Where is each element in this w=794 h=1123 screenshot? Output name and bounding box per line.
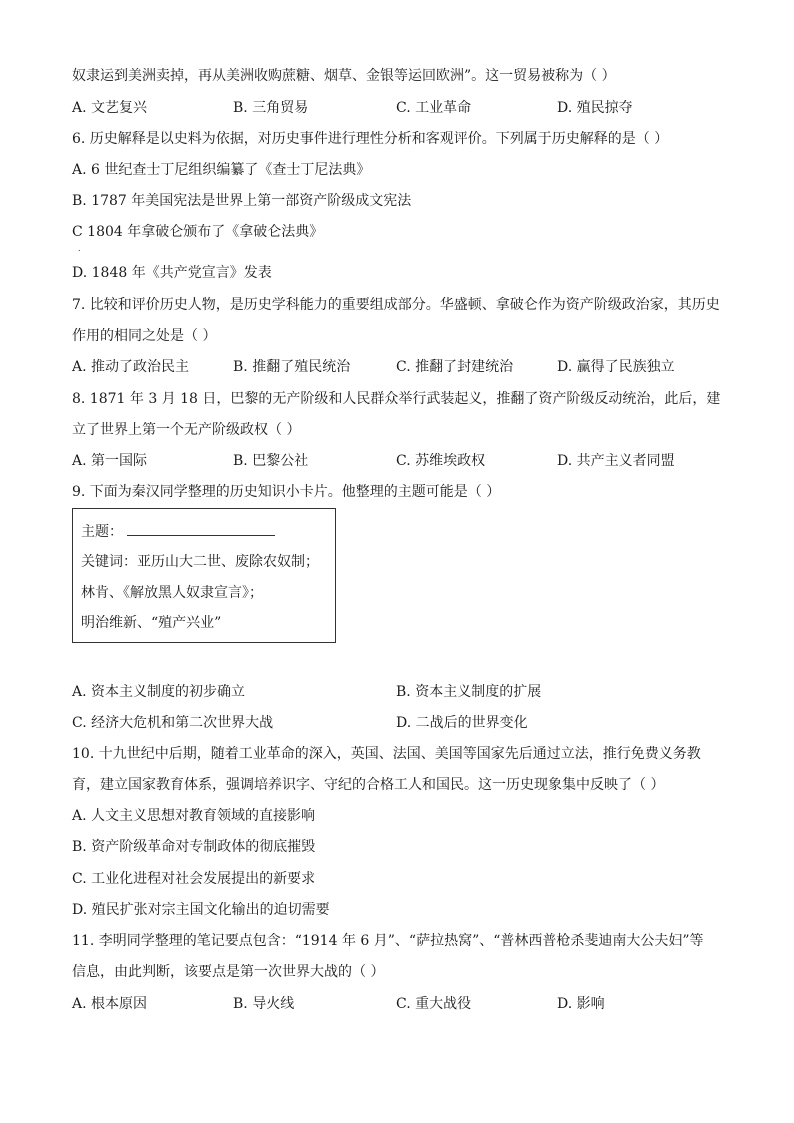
card-topic-blank bbox=[127, 521, 275, 536]
q9-option-d: D. 二战后的世界变化 bbox=[396, 715, 528, 731]
q7-stem-line2: 作用的相同之处是（ ） bbox=[72, 328, 217, 344]
q8-option-a: A. 第一国际 bbox=[72, 453, 148, 469]
q6-option-c: C 1804 年拿破仑颁布了《拿破仑法典》 bbox=[72, 224, 324, 240]
knowledge-card bbox=[72, 508, 336, 643]
q11-option-a: A. 根本原因 bbox=[72, 996, 148, 1012]
q7-option-d: D. 赢得了民族独立 bbox=[557, 359, 675, 375]
q11-option-b: B. 导火线 bbox=[233, 996, 295, 1012]
q11-stem-line2: 信息，由此判断，该要点是第一次世界大战的（ ） bbox=[72, 964, 385, 980]
q9-option-b: B. 资本主义制度的扩展 bbox=[396, 684, 542, 700]
q6-option-a: A. 6 世纪查士丁尼组织编纂了《查士丁尼法典》 bbox=[72, 162, 371, 178]
q5-option-a: A. 文艺复兴 bbox=[72, 100, 148, 116]
card-keywords: 关键词：亚历山大二世、废除农奴制； bbox=[81, 554, 319, 570]
q9-option-c: C. 经济大危机和第二次世界大战 bbox=[72, 715, 274, 731]
q8-option-b: B. 巴黎公社 bbox=[233, 453, 309, 469]
q8-option-c: C. 苏维埃政权 bbox=[396, 453, 486, 469]
q10-option-d: D. 殖民扩张对宗主国文化输出的迫切需要 bbox=[72, 902, 330, 918]
q9-stem: 9. 下面为秦汉同学整理的历史知识小卡片。他整理的主题可能是（ ） bbox=[72, 484, 501, 500]
q5-stem: 奴隶运到美洲卖掉，再从美洲收购蔗糖、烟草、金银等运回欧洲”。这一贸易被称为（ ） bbox=[72, 68, 616, 84]
q5-option-c: C. 工业革命 bbox=[396, 100, 472, 116]
q5-option-b: B. 三角贸易 bbox=[233, 100, 309, 116]
q8-stem-line2: 立了世界上第一个无产阶级政权（ ） bbox=[72, 422, 301, 438]
q10-option-a: A. 人文主义思想对教育领域的直接影响 bbox=[72, 808, 316, 824]
q10-stem-line2: 育，建立国家教育体系，强调培养识字、守纪的合格工人和国民。这一历史现象集中反映了（ ） bbox=[72, 777, 665, 793]
q7-option-a: A. 推动了政治民主 bbox=[72, 359, 190, 375]
q5-option-d: D. 殖民掠夺 bbox=[557, 100, 633, 116]
q11-stem-line1: 11. 李明同学整理的笔记要点包含：“1914 年 6 月”、“萨拉热窝”、“普林西普枪杀斐迪南大公夫妇”等 bbox=[72, 933, 704, 949]
q6-option-b: B. 1787 年美国宪法是世界上第一部资产阶级成文宪法 bbox=[72, 193, 412, 209]
q7-option-b: B. 推翻了殖民统治 bbox=[233, 359, 351, 375]
card-line2: 林肯、《解放黑人奴隶宣言》； bbox=[81, 585, 263, 601]
q10-stem-line1: 10. 十九世纪中后期，随着工业革命的深入，英国、法国、美国等国家先后通过立法，推行免费义务教 bbox=[72, 746, 701, 762]
card-topic-label: 主题： bbox=[81, 524, 123, 540]
q8-stem-line1: 8. 1871 年 3 月 18 日，巴黎的无产阶级和人民群众举行武装起义，推翻了资产阶级反动统治，此后，建 bbox=[72, 391, 721, 407]
q10-option-b: B. 资产阶级革命对专制政体的彻底摧毁 bbox=[72, 839, 316, 855]
q6-option-d: D. 1848 年《共产党宣言》发表 bbox=[72, 265, 272, 281]
q10-option-c: C. 工业化进程对社会发展提出的新要求 bbox=[72, 871, 316, 887]
stray-dot-mark: . bbox=[78, 244, 81, 253]
q8-option-d: D. 共产主义者同盟 bbox=[557, 453, 675, 469]
q9-option-a: A. 资本主义制度的初步确立 bbox=[72, 684, 246, 700]
q6-stem: 6. 历史解释是以史料为依据，对历史事件进行理性分析和客观评价。下列属于历史解释的是（ ） bbox=[72, 131, 669, 147]
card-line3: 明治维新、“殖产兴业” bbox=[81, 615, 222, 631]
card-topic-row bbox=[81, 521, 275, 542]
q7-stem-line1: 7. 比较和评价历史人物，是历史学科能力的重要组成部分。华盛顿、拿破仑作为资产阶级政治家，其历史 bbox=[72, 297, 720, 313]
q11-option-d: D. 影响 bbox=[557, 996, 605, 1012]
q11-option-c: C. 重大战役 bbox=[396, 996, 472, 1012]
q7-option-c: C. 推翻了封建统治 bbox=[396, 359, 514, 375]
